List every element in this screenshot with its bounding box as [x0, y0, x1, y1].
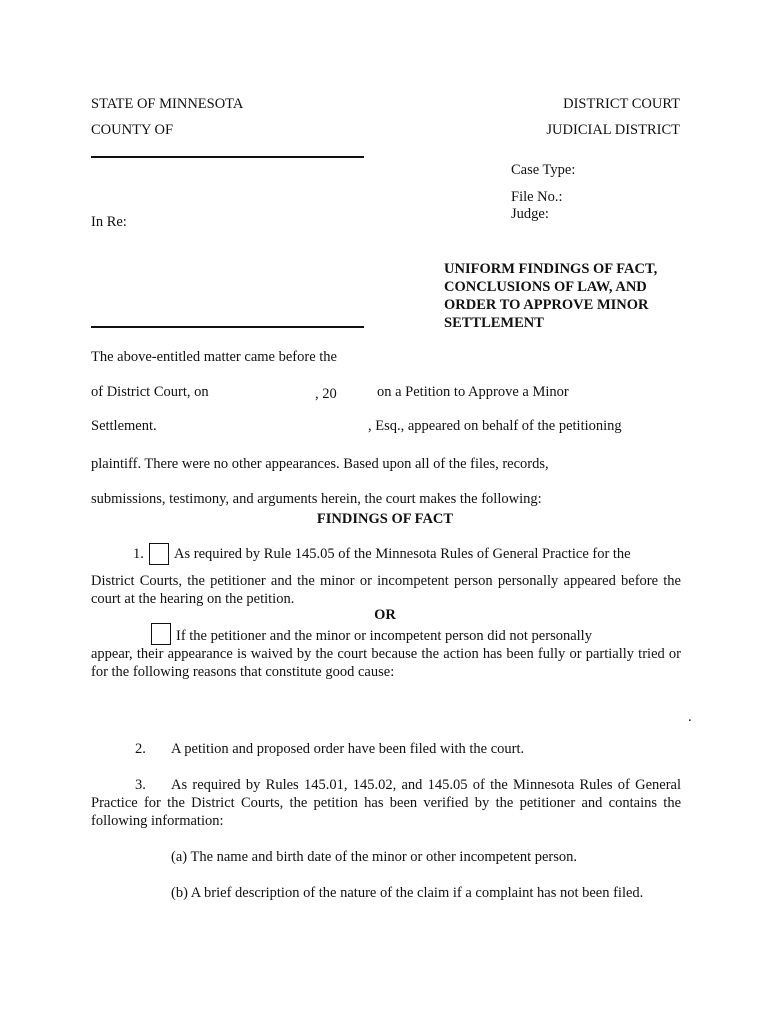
intro-line-4: plaintiff. There were no other appearances. Based upon all of the files, records,: [91, 456, 549, 472]
state-label: STATE OF MINNESOTA: [91, 96, 244, 112]
caption-top-rule: [91, 156, 364, 158]
intro-court-on: of District Court, on: [91, 384, 209, 400]
finding-3-text: As required by Rules 145.01, 145.02, and 145.05 of the Minnesota Rules of General Practice for the District Courts, the petition has been verified by the petitioner and contains the following information:: [91, 777, 681, 829]
district-label: JUDICIAL DISTRICT: [546, 122, 680, 138]
subitem-a: (a) The name and birth date of the minor or other incompetent person.: [171, 849, 577, 865]
or-label: OR: [374, 607, 396, 623]
finding-2-number: 2.: [135, 741, 146, 757]
finding-1-number: 1.: [133, 546, 144, 562]
period-mark: .: [688, 709, 692, 725]
finding-1-alt-checkbox[interactable]: [151, 623, 171, 645]
caption-bottom-rule: [91, 326, 364, 328]
in-re-label: In Re:: [91, 214, 127, 230]
title-line: ORDER TO APPROVE MINOR: [444, 297, 649, 313]
finding-1-alt-first-line: If the petitioner and the minor or incompetent person did not personally: [176, 628, 592, 644]
finding-2-text: A petition and proposed order have been filed with the court.: [171, 741, 525, 757]
file-no-label: File No.:: [511, 189, 563, 205]
title-line: UNIFORM FINDINGS OF FACT,: [444, 261, 658, 277]
finding-1-checkbox[interactable]: [149, 543, 169, 565]
finding-1-text: District Courts, the petitioner and the minor or incompetent person personally appeared before the court at the hearing on the petition.: [91, 573, 681, 607]
findings-heading: FINDINGS OF FACT: [316, 511, 454, 527]
document-title: [444, 260, 657, 332]
judge-label: Judge:: [511, 206, 549, 222]
title-line: CONCLUSIONS OF LAW, AND: [444, 279, 647, 295]
subitem-b: (b) A brief description of the nature of the claim if a complaint has not been filed.: [171, 885, 644, 901]
case-type-label: Case Type:: [511, 162, 576, 178]
county-label: COUNTY OF: [91, 122, 174, 138]
intro-petition: on a Petition to Approve a Minor: [377, 384, 569, 400]
title-line: SETTLEMENT: [444, 315, 544, 331]
court-label: DISTRICT COURT: [563, 96, 680, 112]
finding-1-first-line: As required by Rule 145.05 of the Minnesota Rules of General Practice for the: [174, 546, 631, 562]
intro-line-1: The above-entitled matter came before the: [91, 349, 337, 365]
finding-1-alt-text: appear, their appearance is waived by the court because the action has been fully or partially tried or for the following reasons that constitute good cause:: [91, 646, 681, 680]
intro-year: , 20: [315, 386, 337, 402]
finding-3-number: 3.: [135, 777, 146, 793]
intro-esq: , Esq., appeared on behalf of the petitioning: [368, 418, 622, 434]
intro-line-5: submissions, testimony, and arguments herein, the court makes the following:: [91, 491, 542, 507]
intro-settlement: Settlement.: [91, 418, 157, 434]
